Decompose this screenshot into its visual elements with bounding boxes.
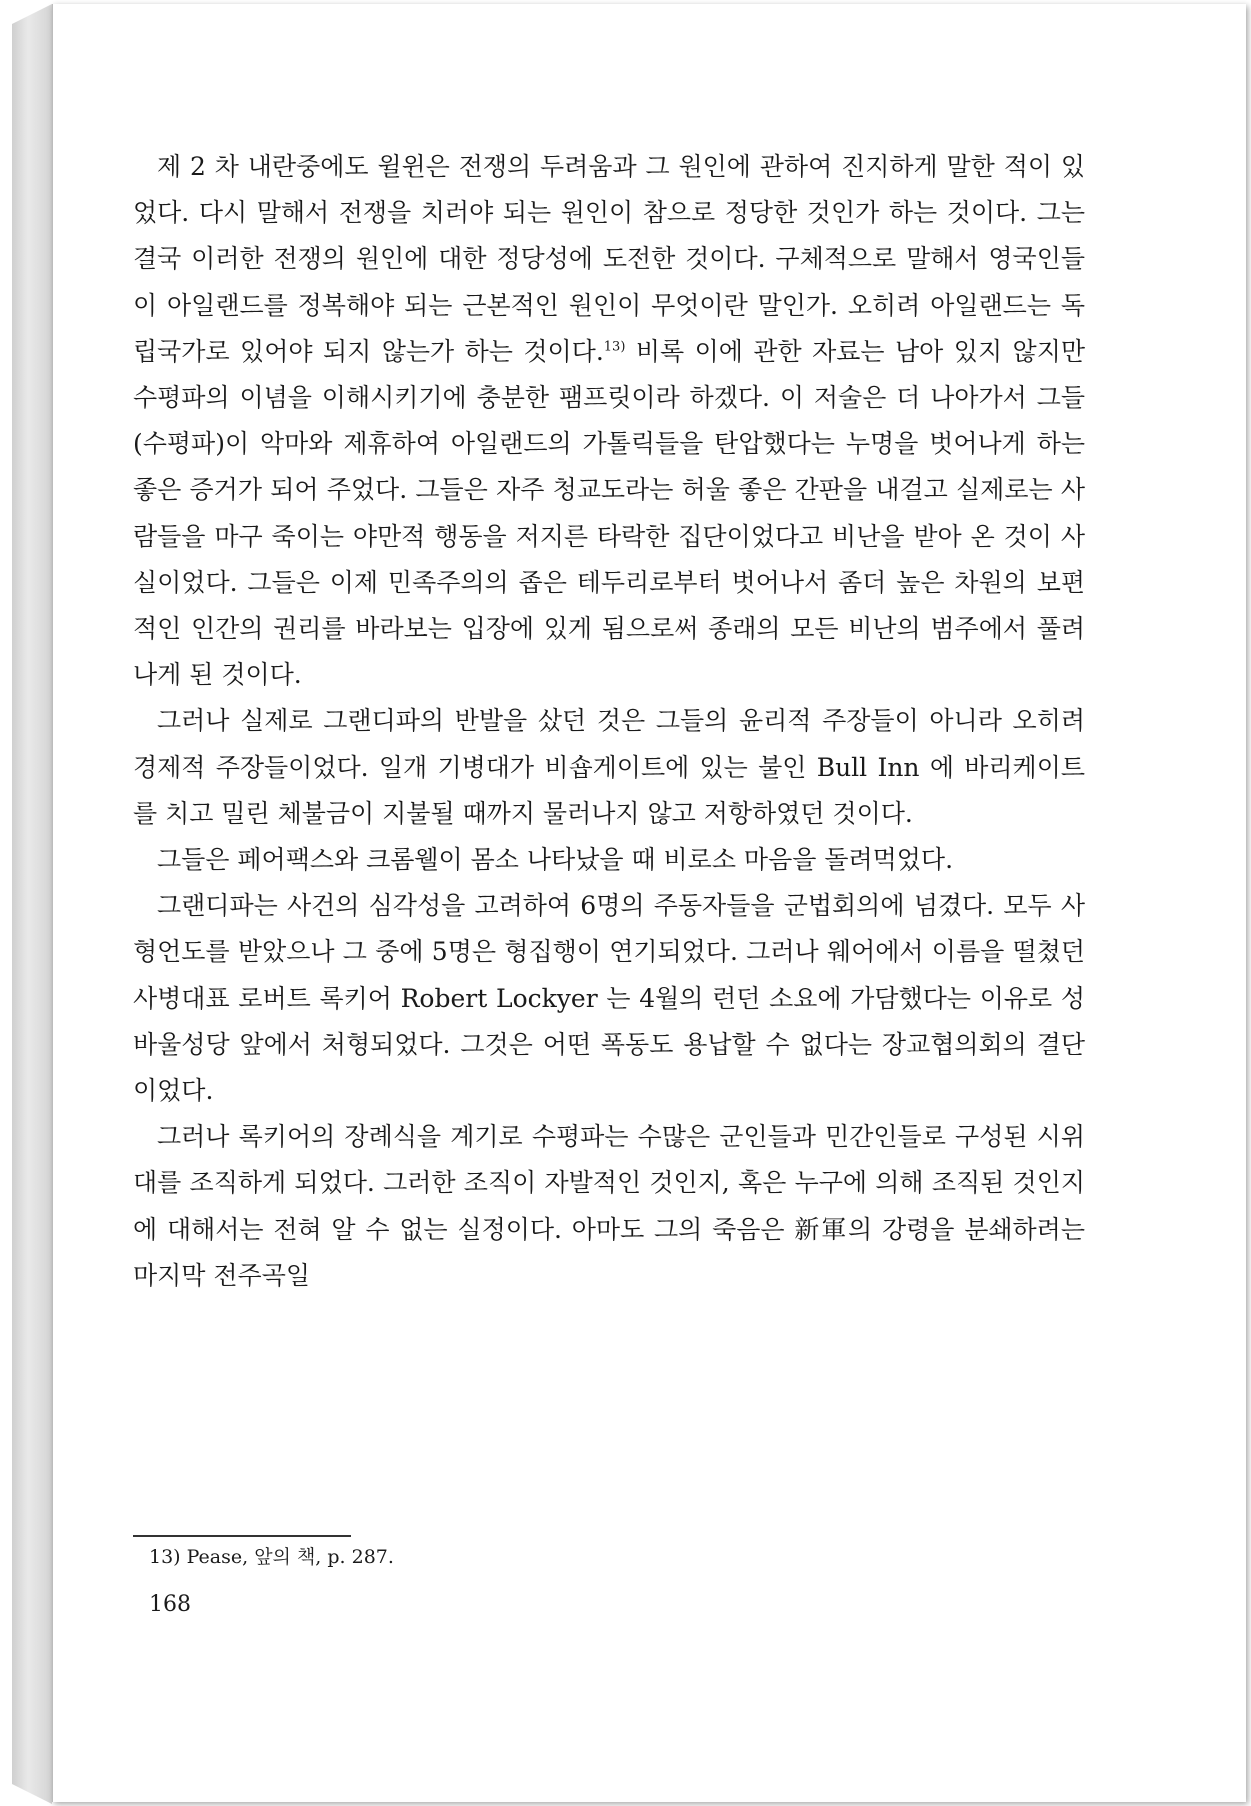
paragraph-5: 그러나 록키어의 장례식을 계기로 수평파는 수많은 군인들과 민간인들로 구성된 시위대를 조직하게 되었다. 그러한 조직이 자발적인 것인지, 혹은 누구에 의해 조직된 것인지에 대해서는 전혀 알 수 없는 실정이다. 아마도 그의 죽음은 新軍의 강령을 분쇄하려는 마지막 전주곡일 <box>133 1122 1085 1290</box>
page-number: 168 <box>149 1592 191 1617</box>
body-text <box>133 144 1085 1299</box>
footnote-ref: 13) <box>603 339 626 355</box>
paragraph-3: 그들은 페어팩스와 크롬웰이 몸소 나타났을 때 비로소 마음을 돌려먹었다. <box>157 845 954 875</box>
book-spine <box>12 4 52 1804</box>
paragraph-1-text: 제 2 차 내란중에도 윌윈은 전쟁의 두려움과 그 원인에 관하여 진지하게 말한 적이 있었다. 다시 말해서 전쟁을 치러야 되는 원인이 참으로 정당한 것인가 하는 것이다. 그는 결국 이러한 전쟁의 원인에 대한 정당성에 도전한 것이다. 구체적으로 말해서 영국인들이 아일랜드를 정복해야 되는 근본적인 원인이 무엇이란 말인가. 오히려 아일랜드는 독립국가로 있어야 되지 않는가 하는 것이다. <box>133 152 1085 366</box>
paragraph-2: 그러나 실제로 그랜디파의 반발을 샀던 것은 그들의 윤리적 주장들이 아니라 오히려 경제적 주장들이었다. 일개 기병대가 비숍게이트에 있는 불인 Bull Inn 에 바리케이트를 치고 밀린 체불금이 지불될 때까지 물러나지 않고 저항하였던 것이다. <box>133 706 1085 828</box>
book-page <box>52 4 1246 1802</box>
paragraph-1 <box>133 144 1085 698</box>
footnote: 13) Pease, 앞의 책, p. 287. <box>149 1546 394 1568</box>
paragraph-1-continuation: 비록 이에 관한 자료는 남아 있지 않지만 수평파의 이념을 이해시키기에 충분한 팸프릿이라 하겠다. 이 저술은 더 나아가서 그들(수평파)이 악마와 제휴하여 아일랜드의 가톨릭들을 탄압했다는 누명을 벗어나게 하는 좋은 증거가 되어 주었다. 그들은 자주 청교도라는 허울 좋은 간판을 내걸고 실제로는 사람들을 마구 죽이는 야만적 행동을 저지른 타락한 집단이었다고 비난을 받아 온 것이 사실이었다. 그들은 이제 민족주의의 좁은 테두리로부터 벗어나서 좀더 높은 차원의 보편적인 인간의 권리를 바라보는 입장에 있게 됨으로써 종래의 모든 비난의 범주에서 풀려나게 된 것이다. <box>133 336 1085 690</box>
footnote-divider <box>133 1535 351 1537</box>
paragraph-4: 그랜디파는 사건의 심각성을 고려하여 6명의 주동자들을 군법회의에 넘겼다. 모두 사형언도를 받았으나 그 중에 5명은 형집행이 연기되었다. 그러나 웨어에서 이름을 떨쳤던 사병대표 로버트 록키어 Robert Lockyer 는 4월의 런던 소요에 가담했다는 이유로 성 바울성당 앞에서 처형되었다. 그것은 어떤 폭동도 용납할 수 없다는 장교협의회의 결단이었다. <box>133 891 1085 1106</box>
